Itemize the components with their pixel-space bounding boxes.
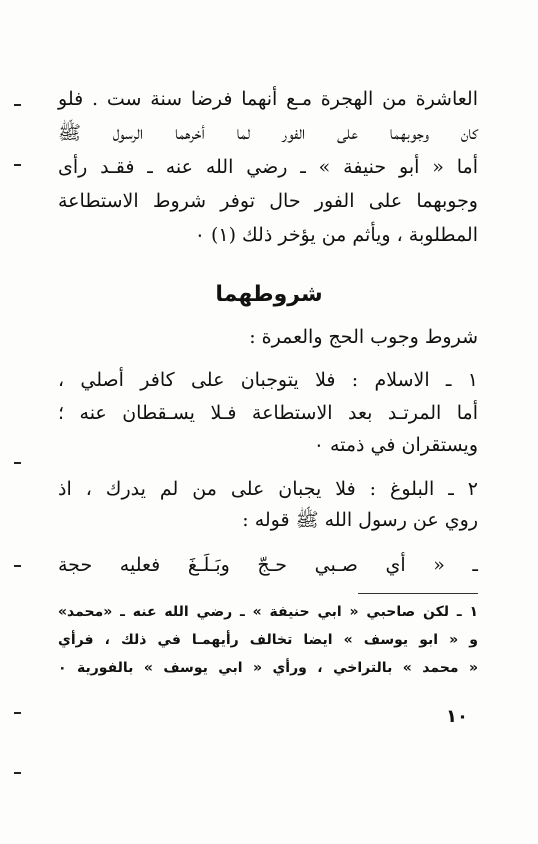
footnote-separator	[358, 593, 478, 594]
margin-mark	[14, 104, 21, 106]
hadith-line: ـ « أي صـبي حـجّ وبَـلَـغَ فعليه حجة	[58, 554, 478, 576]
footnote-line: « محمد » بالتراخي ، ورأي « ابي يوسف » بالفورية ٠	[58, 660, 478, 676]
margin-mark	[14, 164, 21, 166]
page-number: ١٠	[446, 706, 468, 727]
item-line: أما المرتـد بعد الاستطاعة فـلا يسـقطان عنه ؛	[58, 402, 478, 424]
section-heading: شروطهما	[215, 282, 323, 307]
body-line: وجوبهما على الفور حال توفر شروط الاستطاعة	[58, 190, 478, 212]
footnote-line: و « ابو يوسف » ايضا تخالف رأيهمـا في ذلك ، فرأي	[58, 632, 478, 648]
margin-mark	[14, 772, 21, 774]
item-line: ٢ ـ البلوغ : فلا يجبان على من لم يدرك ، اذ	[58, 478, 478, 500]
subheading: شروط وجوب الحج والعمرة :	[249, 326, 478, 348]
footnote-line: ١ ـ لكن صاحبي « ابي حنيفة » ـ رضي الله عنه ـ «محمد»	[58, 604, 478, 620]
body-line: أما « أبو حنيفة » ـ رضي الله عنه ـ فقـد رأى	[58, 156, 478, 178]
body-line: كان وجوبهما على الفور لما أخرهما الرسول ﷺ	[58, 122, 478, 144]
margin-mark	[14, 712, 21, 714]
body-line: المطلوبة ، ويأثم من يؤخر ذلك (١) ٠	[194, 224, 478, 246]
item-line: ويستقران في ذمته ٠	[313, 434, 478, 456]
margin-mark	[14, 565, 21, 567]
margin-mark	[14, 462, 21, 464]
item-line: ١ ـ الاسلام : فلا يتوجبان على كافر أصلي ،	[58, 369, 478, 391]
body-line: العاشرة من الهجرة مـع أنهما فرضا سنة ست . فلو	[58, 88, 478, 110]
item-line: روي عن رسول الله ﷺ قوله :	[242, 509, 478, 531]
